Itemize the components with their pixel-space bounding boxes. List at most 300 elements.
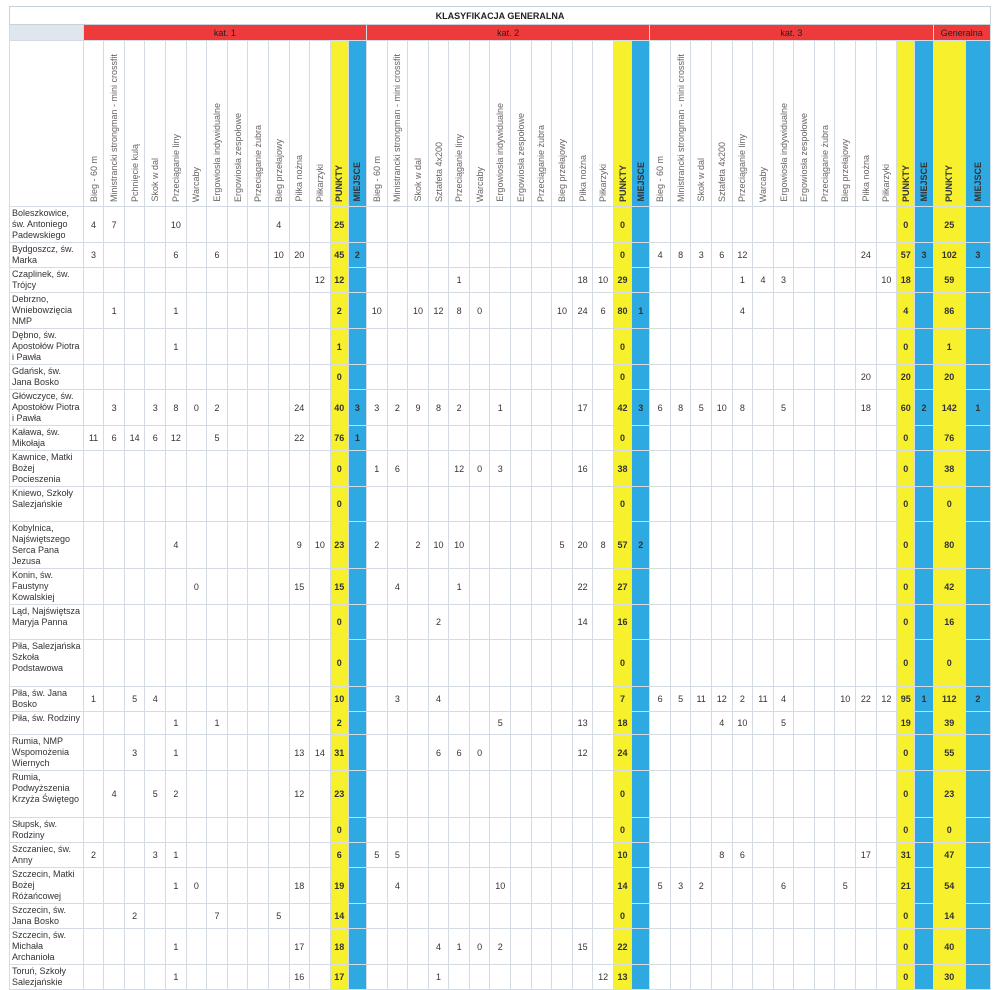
score-cell [310,569,331,605]
score-cell [552,712,573,735]
score-cell: 18 [572,268,593,293]
score-cell [511,293,532,329]
score-cell [268,451,289,487]
place-cell [915,569,933,605]
score-cell [531,605,552,640]
event-header-kat3-label: Piłka nożna [860,155,871,202]
place-cell [915,929,933,965]
score-cell [186,735,207,771]
score-cell [248,605,269,640]
table-row [10,735,991,771]
score-cell [408,605,429,640]
score-cell [732,929,753,965]
score-cell: 2 [166,771,187,818]
score-cell [248,268,269,293]
score-cell: 10 [552,293,573,329]
score-cell [449,712,470,735]
score-cell: 15 [572,929,593,965]
score-cell [876,390,897,426]
score-cell [511,426,532,451]
category-header-kat1: kat. 1 [83,25,366,41]
parish-name: Dębno, św. Apostołów Piotra i Pawła [10,329,84,365]
points-cell: 31 [897,843,915,868]
place-cell [915,365,933,390]
score-cell [166,487,187,522]
score-cell [83,640,104,687]
score-cell [124,365,145,390]
score-cell: 1 [166,293,187,329]
score-cell [289,843,310,868]
event-header-kat2-label: Ergowiosła indywidualne [495,103,506,202]
score-cell [876,426,897,451]
score-cell [310,426,331,451]
score-cell [794,640,815,687]
score-cell [552,365,573,390]
score-cell [145,522,166,569]
points-cell: 4 [897,293,915,329]
score-cell [469,390,490,426]
event-header-kat1 [289,41,310,207]
score-cell [310,868,331,904]
score-cell [876,451,897,487]
score-cell [814,329,835,365]
score-cell [367,605,388,640]
score-cell [593,843,614,868]
score-cell [732,207,753,243]
points-cell: 27 [613,569,631,605]
score-cell [552,390,573,426]
score-cell: 3 [387,687,408,712]
score-cell [387,522,408,569]
points-cell: 0 [613,771,631,818]
score-cell [83,771,104,818]
points-header-general [933,41,965,207]
score-cell [428,451,449,487]
score-cell [552,735,573,771]
place-header-kat2 [632,41,650,207]
points-cell: 16 [613,605,631,640]
score-cell [310,712,331,735]
event-header-kat1-label: Bieg - 60 m [88,155,99,202]
score-cell: 6 [712,243,733,268]
points-cell: 2 [330,712,348,735]
points-cell: 10 [613,843,631,868]
score-cell [732,426,753,451]
score-cell [124,243,145,268]
score-cell [876,929,897,965]
place-cell [965,605,990,640]
place-cell [965,569,990,605]
score-cell [732,329,753,365]
parish-name: Rumia, NMP Wspomożenia Wiernych [10,735,84,771]
score-cell [531,487,552,522]
score-cell [490,771,511,818]
score-cell [248,818,269,843]
score-cell: 12 [732,243,753,268]
score-cell [572,904,593,929]
blank-corner [10,25,84,41]
score-cell [408,329,429,365]
parish-name: Szczaniec, św. Anny [10,843,84,868]
score-cell [408,487,429,522]
score-cell [268,818,289,843]
score-cell [387,735,408,771]
score-cell [650,487,671,522]
score-cell [408,712,429,735]
parish-name: Ląd, Najświętsza Maryja Panna [10,605,84,640]
score-cell: 5 [650,868,671,904]
event-header-kat2-label: Skok w dal [412,158,423,202]
score-cell [835,569,856,605]
score-cell [207,451,228,487]
score-cell: 5 [773,712,794,735]
score-cell [773,965,794,990]
score-cell [248,904,269,929]
event-header-kat3-label: Przeciąganie żubra [819,124,830,202]
score-cell [531,965,552,990]
score-cell [104,268,125,293]
score-cell [469,207,490,243]
score-cell: 10 [310,522,331,569]
event-header-kat1-label: Ergowiosła zespołowe [232,112,243,202]
points-cell: 86 [933,293,965,329]
score-cell [166,268,187,293]
score-cell [104,487,125,522]
place-cell [965,268,990,293]
score-cell [207,735,228,771]
score-cell [814,904,835,929]
place-header-general [965,41,990,207]
score-cell [449,640,470,687]
score-cell [856,268,877,293]
score-cell [186,904,207,929]
score-cell: 10 [593,268,614,293]
event-header-kat1-label: Bieg przełajowy [273,138,284,202]
score-cell [367,735,388,771]
points-header-kat2-label: PUNKTY [617,164,628,202]
place-cell [348,965,366,990]
score-cell [490,293,511,329]
score-cell [186,843,207,868]
score-cell [408,268,429,293]
score-cell [511,329,532,365]
event-header-kat1 [145,41,166,207]
score-cell [268,390,289,426]
points-cell: 0 [933,640,965,687]
score-cell [794,293,815,329]
points-cell: 112 [933,687,965,712]
event-header-kat1 [207,41,228,207]
points-cell: 0 [897,487,915,522]
score-cell: 1 [166,329,187,365]
score-cell [207,365,228,390]
score-cell [104,712,125,735]
score-cell: 4 [753,268,774,293]
score-cell [367,929,388,965]
event-header-kat1-label: Przeciąganie żubra [253,124,264,202]
table-row [10,293,991,329]
points-cell: 21 [897,868,915,904]
place-cell [965,329,990,365]
score-cell [449,426,470,451]
table-title: KLASYFIKACJA GENERALNA [10,7,991,25]
points-cell: 0 [897,735,915,771]
score-cell [856,569,877,605]
score-cell [367,868,388,904]
score-cell [876,818,897,843]
place-cell [915,640,933,687]
points-cell: 57 [613,522,631,569]
score-cell [732,818,753,843]
score-cell [104,929,125,965]
score-cell [794,687,815,712]
score-cell [552,868,573,904]
score-cell [367,487,388,522]
score-cell [124,965,145,990]
place-cell [965,712,990,735]
score-cell [773,771,794,818]
score-cell [814,818,835,843]
score-cell [531,868,552,904]
score-cell [428,904,449,929]
place-cell [965,929,990,965]
score-cell [227,843,248,868]
score-cell [248,207,269,243]
event-header-kat2 [572,41,593,207]
points-cell: 14 [933,904,965,929]
score-cell [650,640,671,687]
score-cell [227,771,248,818]
score-cell [428,207,449,243]
score-cell [593,207,614,243]
score-cell [408,426,429,451]
score-cell [227,904,248,929]
score-cell [650,843,671,868]
parish-name: Kobylnica, Najświętszego Serca Pana Jezusa [10,522,84,569]
score-cell [428,426,449,451]
place-cell: 1 [632,293,650,329]
score-cell [691,904,712,929]
score-cell [572,243,593,268]
score-cell: 6 [207,243,228,268]
score-cell [753,929,774,965]
place-cell: 3 [348,390,366,426]
score-cell [650,569,671,605]
score-cell [227,522,248,569]
event-header-kat1 [124,41,145,207]
score-cell [814,390,835,426]
score-cell [145,243,166,268]
score-cell [511,451,532,487]
score-cell [814,868,835,904]
score-cell [773,329,794,365]
score-cell [387,293,408,329]
score-cell [511,243,532,268]
score-cell [145,818,166,843]
parish-name: Piła, św. Jana Bosko [10,687,84,712]
place-cell [632,712,650,735]
score-cell [650,522,671,569]
score-cell [207,293,228,329]
score-cell: 20 [856,365,877,390]
score-cell [408,451,429,487]
score-cell: 6 [166,243,187,268]
score-cell [712,293,733,329]
score-cell [145,293,166,329]
event-header-kat1 [166,41,187,207]
place-cell [348,268,366,293]
event-header-kat3 [794,41,815,207]
score-cell: 4 [166,522,187,569]
score-cell: 11 [753,687,774,712]
score-cell [387,268,408,293]
score-cell [227,365,248,390]
score-cell: 10 [449,522,470,569]
score-cell: 1 [490,390,511,426]
score-cell [469,687,490,712]
score-cell [670,522,691,569]
points-cell: 0 [330,605,348,640]
score-cell: 3 [145,390,166,426]
score-cell [593,605,614,640]
score-cell [248,771,269,818]
score-cell [428,268,449,293]
score-cell: 8 [732,390,753,426]
score-cell [794,268,815,293]
score-cell: 4 [732,293,753,329]
place-cell [632,268,650,293]
score-cell [552,640,573,687]
score-cell [469,243,490,268]
score-cell [166,451,187,487]
event-header-kat1 [248,41,269,207]
score-cell [712,365,733,390]
score-cell [712,268,733,293]
score-cell [207,640,228,687]
score-cell [753,390,774,426]
score-cell [83,451,104,487]
score-cell [469,712,490,735]
score-cell [794,329,815,365]
score-cell [856,735,877,771]
points-cell: 45 [330,243,348,268]
score-cell: 3 [124,735,145,771]
event-header-kat2 [449,41,470,207]
place-cell [632,487,650,522]
score-cell [773,522,794,569]
score-cell [104,329,125,365]
score-cell [531,426,552,451]
score-cell [593,487,614,522]
score-cell [367,207,388,243]
score-cell [289,712,310,735]
ranking-table [9,6,991,990]
score-cell: 8 [593,522,614,569]
score-cell [876,293,897,329]
score-cell: 5 [773,390,794,426]
category-header-kat3: kat. 3 [650,25,933,41]
place-cell: 2 [965,687,990,712]
score-cell [207,329,228,365]
score-cell: 5 [207,426,228,451]
score-cell [248,365,269,390]
score-cell [511,735,532,771]
score-cell: 3 [104,390,125,426]
score-cell [207,818,228,843]
place-header-kat3-label: MIEJSCE [918,162,929,202]
points-cell: 16 [933,605,965,640]
score-cell [104,451,125,487]
place-cell [632,735,650,771]
score-cell: 0 [469,451,490,487]
score-cell [753,293,774,329]
score-cell [531,243,552,268]
score-cell [469,329,490,365]
score-cell [712,487,733,522]
score-cell [268,929,289,965]
points-cell: 76 [933,426,965,451]
place-cell [965,904,990,929]
score-cell [732,365,753,390]
place-cell [632,243,650,268]
points-cell: 0 [897,207,915,243]
score-cell [408,904,429,929]
place-cell [915,605,933,640]
score-cell: 17 [856,843,877,868]
score-cell [83,293,104,329]
event-header-kat1-label: Pchnięcie kulą [129,143,140,202]
event-header-kat3 [876,41,897,207]
score-cell [650,712,671,735]
score-cell: 5 [387,843,408,868]
score-cell [794,243,815,268]
score-cell [794,207,815,243]
score-cell [310,818,331,843]
score-cell [186,965,207,990]
score-cell [552,771,573,818]
score-cell [593,329,614,365]
score-cell [794,904,815,929]
score-cell [387,329,408,365]
score-cell [367,268,388,293]
place-cell [348,329,366,365]
score-cell [876,605,897,640]
place-cell [632,207,650,243]
score-cell [552,965,573,990]
score-cell [856,522,877,569]
score-cell [428,329,449,365]
score-cell [814,451,835,487]
parish-name: Czaplinek, św. Trójcy [10,268,84,293]
place-cell [632,929,650,965]
score-cell [227,687,248,712]
score-cell [104,243,125,268]
score-cell [552,451,573,487]
score-cell [773,569,794,605]
points-cell: 20 [933,365,965,390]
points-cell: 6 [330,843,348,868]
score-cell [449,843,470,868]
score-cell [552,268,573,293]
score-cell [511,712,532,735]
score-cell [773,818,794,843]
score-cell [732,735,753,771]
event-header-kat3 [732,41,753,207]
score-cell: 3 [490,451,511,487]
score-cell [469,426,490,451]
score-cell [511,487,532,522]
score-cell [145,569,166,605]
